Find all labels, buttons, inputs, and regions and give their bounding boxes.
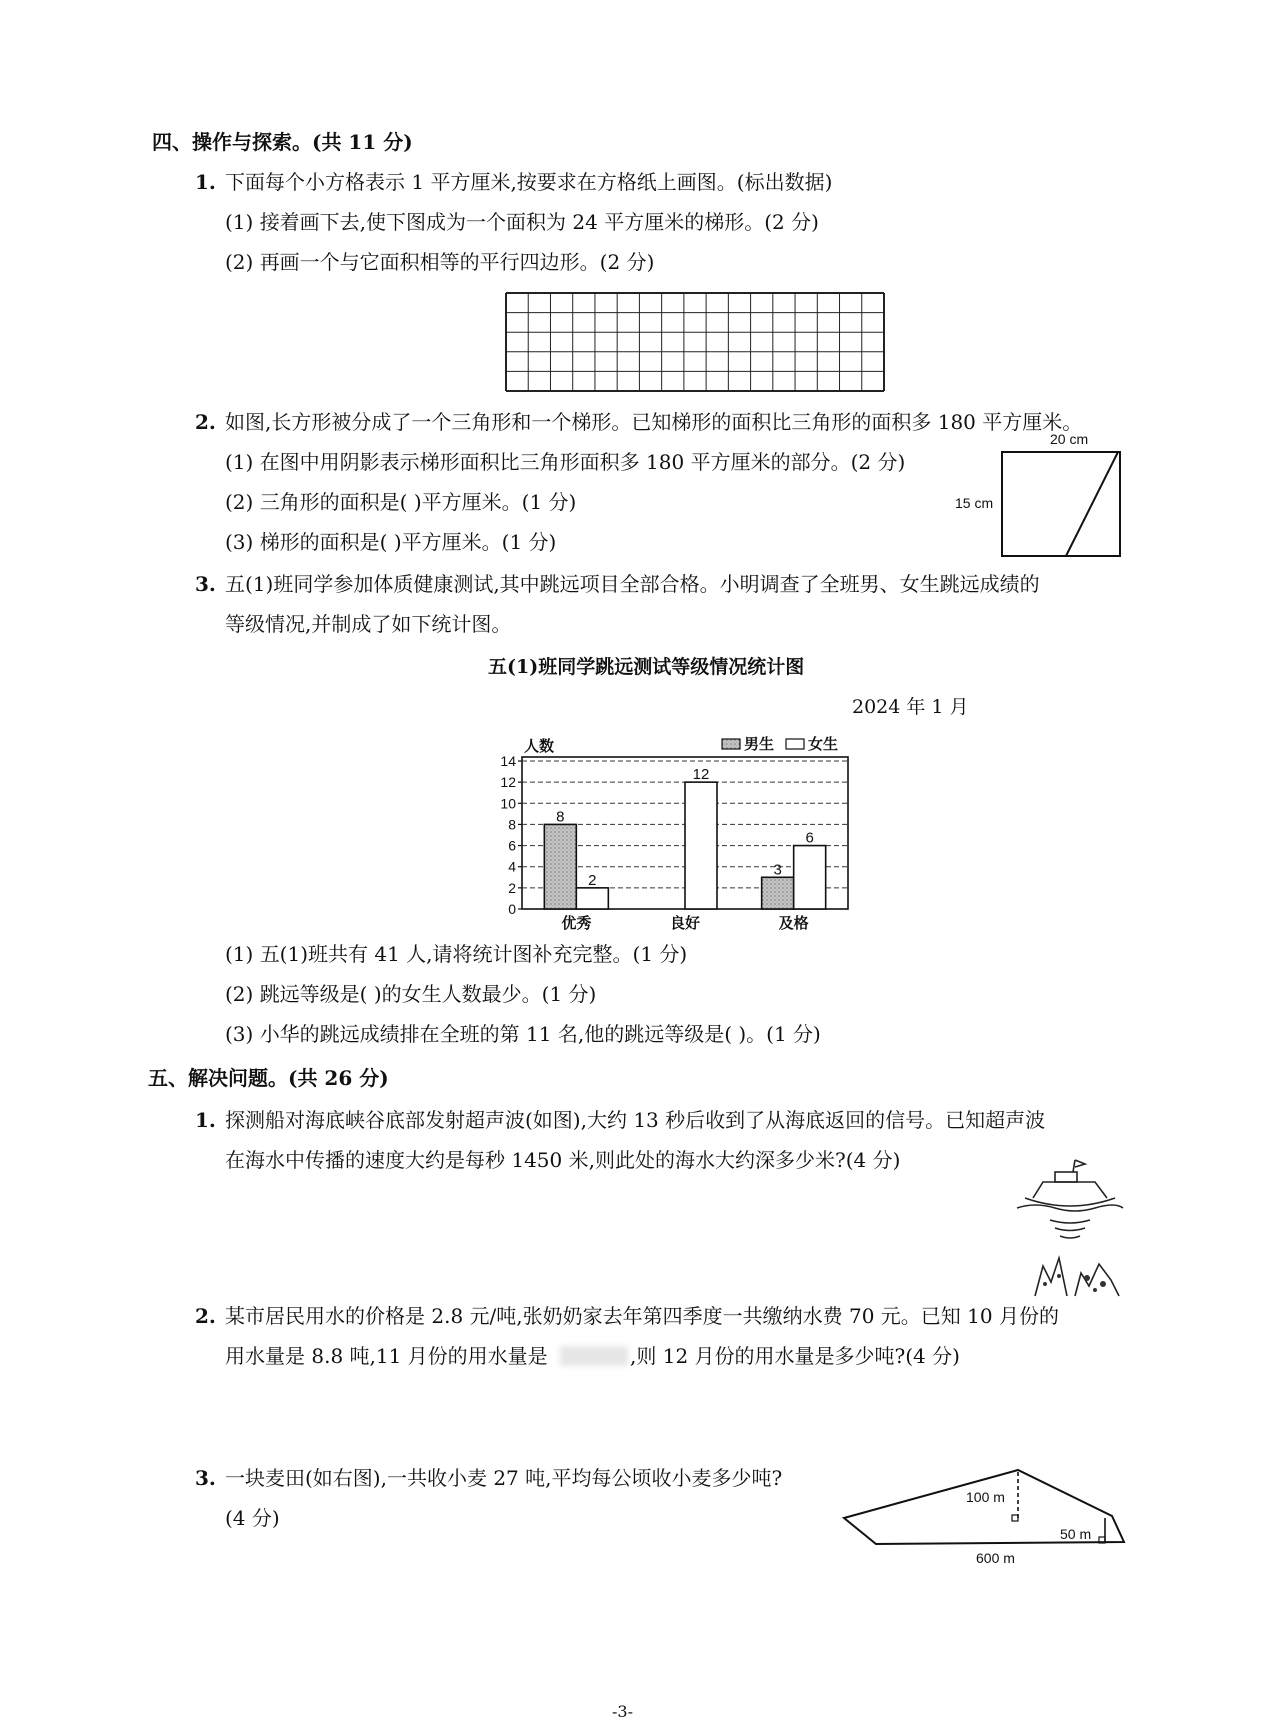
q3-sub3: (3) 小华的跳远成绩排在全班的第 11 名,他的跳远等级是( )。(1 分) [225,1022,821,1046]
bar-value-label: 8 [556,808,565,826]
y-tick-label: 6 [508,837,516,854]
page-number: -3- [612,1702,633,1721]
s5-q2-text-line1: 某市居民用水的价格是 2.8 元/吨,张奶奶家去年第四季度一共缴纳水费 70 元。已知 10 月份的 [225,1304,1059,1328]
section-4-title: 四、操作与探索。(共 11 分) [152,130,413,154]
bar-0-0 [544,824,576,909]
q3-text-line1: 五(1)班同学参加体质健康测试,其中跳远项目全部合格。小明调查了全班男、女生跳远成绩的 [225,572,1040,596]
triangle-diagonal [1066,452,1118,556]
y-tick-label: 10 [500,795,516,812]
q3-text-line2: 等级情况,并制成了如下统计图。 [225,612,512,636]
bar-value-label: 3 [773,861,782,879]
y-tick-label: 0 [508,901,516,917]
s5-q2-number: 2. [195,1304,216,1328]
redacted-value [560,1346,628,1366]
bar-1-0 [576,888,608,909]
y-tick-label: 14 [500,753,516,769]
ship-sonar-illustration [1015,1158,1125,1298]
bar-1-2 [794,846,826,909]
y-axis-label: 人数 [524,738,555,755]
q1-sub2: (2) 再画一个与它面积相等的平行四边形。(2 分) [225,250,655,274]
q2-sub2: (2) 三角形的面积是( )平方厘米。(1 分) [225,490,577,514]
legend-swatch-1 [786,739,804,749]
y-tick-label: 4 [508,858,516,875]
q3-number: 3. [195,572,216,596]
s5-q3-text-line1: 一块麦田(如右图),一共收小麦 27 吨,平均每公顷收小麦多少吨? [225,1466,783,1490]
chart-subtitle: 2024 年 1 月 [852,696,969,718]
s5-q1-number: 1. [195,1108,216,1132]
q1-number: 1. [195,170,216,194]
bar-1-1 [685,782,717,909]
s5-q3-number: 3. [195,1466,216,1490]
y-tick-label: 2 [508,879,516,896]
grid-paper [505,292,885,392]
bar-value-label: 12 [692,766,710,784]
legend-swatch-0 [722,739,740,749]
rectangle-figure [1000,450,1125,560]
rectangle-outline [1002,452,1120,556]
field-base-600: 600 m [976,1550,1015,1566]
chart-title: 五(1)班同学跳远测试等级情况统计图 [488,656,805,678]
bar-value-label: 6 [805,829,814,847]
q2-text: 如图,长方形被分成了一个三角形和一个梯形。已知梯形的面积比三角形的面积多 180 平方厘米。 [225,410,1083,434]
q2-sub1: (1) 在图中用阴影表示梯形面积比三角形面积多 180 平方厘米的部分。(2 分) [225,450,906,474]
bar-0-2 [762,877,794,909]
legend-label-1: 女生 [808,736,839,753]
q2-sub3: (3) 梯形的面积是( )平方厘米。(1 分) [225,530,557,554]
s5-q1-text-line1: 探测船对海底峡谷底部发射超声波(如图),大约 13 秒后收到了从海底返回的信号。已知超声波 [225,1108,1046,1132]
s5-q1-text-line2: 在海水中传播的速度大约是每秒 1450 米,则此处的海水大约深多少米?(4 分) [225,1148,901,1172]
q1-text: 下面每个小方格表示 1 平方厘米,按要求在方格纸上画图。(标出数据) [225,170,833,194]
field-height-100: 100 m [966,1489,1005,1505]
s5-q2-text-line2b: ,则 12 月份的用水量是多少吨?(4 分) [630,1344,960,1368]
x-category-label: 优秀 [561,915,592,932]
q3-sub1: (1) 五(1)班共有 41 人,请将统计图补充完整。(1 分) [225,942,688,966]
s5-q2-text-line2a: 用水量是 8.8 吨,11 月份的用水量是 [225,1344,548,1368]
x-category-label: 及格 [778,915,809,932]
q3-sub2: (2) 跳远等级是( )的女生人数最少。(1 分) [225,982,597,1006]
y-tick-label: 8 [508,816,516,833]
q2-number: 2. [195,410,216,434]
section-5-title: 五、解决问题。(共 26 分) [148,1066,389,1090]
q1-sub1: (1) 接着画下去,使下图成为一个面积为 24 平方厘米的梯形。(2 分) [225,210,819,234]
rect-width-label: 20 cm [1050,431,1089,447]
s5-q3-text-line2: (4 分) [225,1506,280,1530]
field-height-50: 50 m [1060,1526,1092,1542]
bar-chart [490,727,860,932]
rect-height-label: 15 cm [955,495,994,511]
y-tick-label: 12 [500,774,516,791]
bar-value-label: 2 [588,871,597,889]
legend-label-0: 男生 [744,736,775,753]
x-category-label: 良好 [669,915,701,932]
